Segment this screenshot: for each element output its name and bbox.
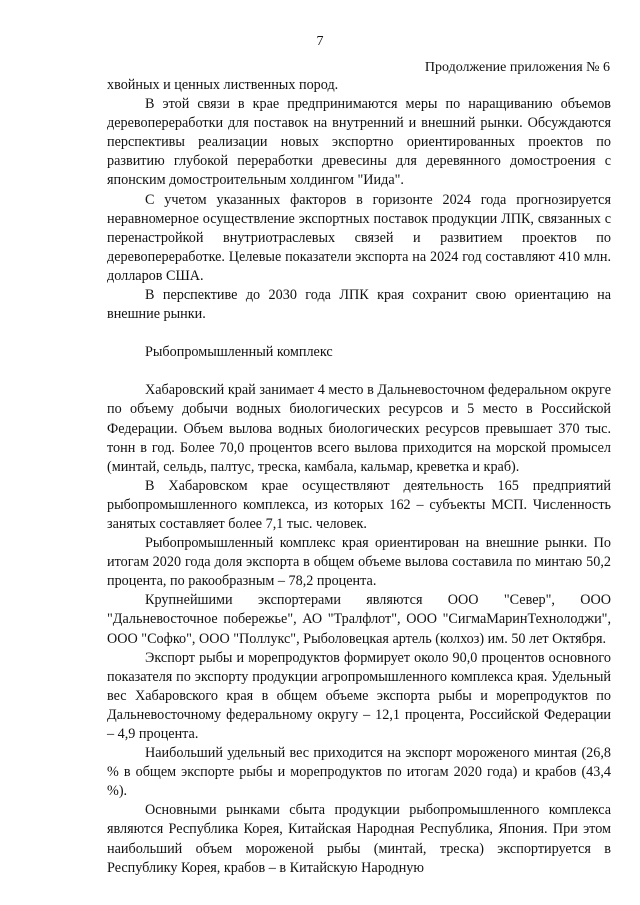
paragraph: С учетом указанных факторов в горизонте 2024 года прогнозируется неравномерное осуществление экспортных поставок продукции ЛПК, связанных с перенастройкой внутриотраслевых связей и развитием проектов по деревопереработке. Целевые показатели экспорта на 2024 год составляют 410 млн. долларов США. xyxy=(107,191,611,284)
paragraph: В этой связи в крае предпринимаются меры по наращиванию объемов деревопереработки для поставок на внутренний и внешний рынки. Обсуждаются перспективы реализации новых экспортно ориентированных проектов по развитию глубокой переработки древесины для деревянного домостроения с японским домостроительным холдингом "Иида". xyxy=(107,96,611,189)
paragraph: В Хабаровском крае осуществляют деятельность 165 предприятий рыбопромышленного комплекса, из которых 162 – субъекты МСП. Численность занятых составляет более 7,1 тыс. человек. xyxy=(107,477,611,532)
paragraph: Наибольший удельный вес приходится на экспорт мороженого минтая (26,8 % в общем экспорте рыбы и морепродуктов по итогам 2020 года) и крабов (43,4 %). xyxy=(107,745,611,800)
page-number: 7 xyxy=(316,34,324,49)
document-body xyxy=(107,76,611,878)
section-heading: Рыбопромышленный комплекс xyxy=(145,344,333,361)
paragraph: Крупнейшими экспортерами являются ООО "Север", ООО "Дальневосточное побережье", АО "Тралфлот", ООО "СигмаМаринТехнолоджи", ООО "Софко", ООО "Поллукс", Рыболовецкая артель (колхоз) им. 50 лет Октября. xyxy=(107,592,611,647)
paragraph: Хабаровский край занимает 4 место в Дальневосточном федеральном округе по объему добычи водных биологических ресурсов и 5 место в Российской Федерации. Объем вылова водных биологических ресурсов превышает 370 тыс. тонн в год. Более 70,0 процентов всего вылова приходится на морской промысел (минтай, сельдь, палтус, треска, камбала, кальмар, креветка и краб). xyxy=(107,382,611,475)
paragraph: В перспективе до 2030 года ЛПК края сохранит свою ориентацию на внешние рынки. xyxy=(107,287,611,323)
appendix-continuation-note: Продолжение приложения № 6 xyxy=(424,60,610,75)
paragraph-continued: хвойных и ценных лиственных пород. xyxy=(107,77,339,93)
paragraph: Рыбопромышленный комплекс края ориентирован на внешние рынки. По итогам 2020 года доля экспорта в общем объеме вылова составила по минтаю 50,2 процента, по ракообразным – 78,2 процента. xyxy=(107,535,611,590)
paragraph: Основными рынками сбыта продукции рыбопромышленного комплекса являются Республика Корея, Китайская Народная Республика, Япония. При этом наибольший объем мороженой рыбы (минтай, треска) экспортируется в Республику Корея, крабов – в Китайскую Народную xyxy=(107,802,611,876)
paragraph: Экспорт рыбы и морепродуктов формирует около 90,0 процентов основного показателя по экспорту продукции агропромышленного комплекса края. Удельный вес Хабаровского края в общем объеме экспорта рыбы и морепродуктов по Дальневосточному федеральному округу – 12,1 процента, Российской Федерации – 4,9 процента. xyxy=(107,649,611,742)
